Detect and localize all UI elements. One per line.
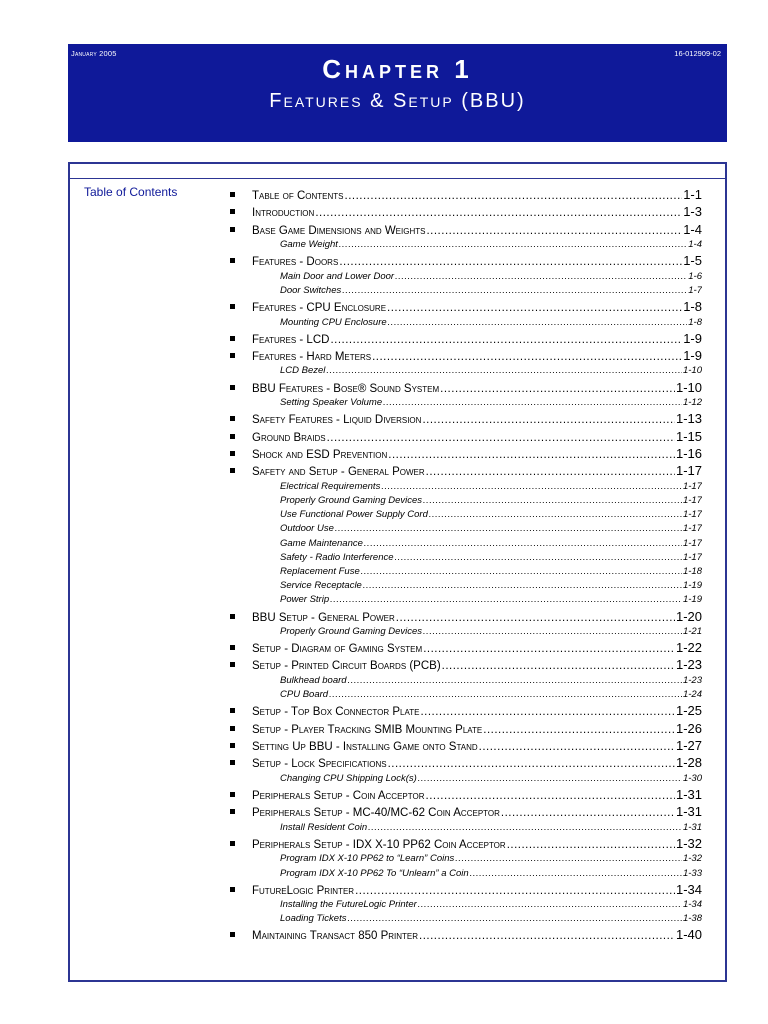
dot-leader <box>395 551 682 565</box>
dot-leader <box>423 494 682 508</box>
toc-subentry[interactable] <box>230 494 702 508</box>
toc-subentry[interactable] <box>230 238 702 252</box>
toc-entry[interactable] <box>230 881 702 898</box>
toc-entry-title: Door Switches <box>280 284 342 296</box>
toc-entry-page: 1-28 <box>675 755 702 771</box>
bullet-icon <box>230 932 235 937</box>
toc-subentry[interactable] <box>230 396 702 410</box>
toc-entry-page: 1-17 <box>675 463 702 479</box>
bullet-icon <box>230 726 235 731</box>
dot-leader <box>418 898 682 912</box>
toc-entry-page: 1-17 <box>682 537 702 549</box>
toc-entry-title: Installing the FutureLogic Printer <box>280 899 417 911</box>
toc-entry-title: Power Strip <box>280 594 330 606</box>
toc-entry-title: Changing CPU Shipping Lock(s) <box>280 772 417 784</box>
toc-entry-title: Setup - Top Box Connector Plate <box>252 706 420 719</box>
toc-entry-title: Program IDX X-10 PP62 to “Learn” Coins <box>280 853 455 865</box>
toc-entry-title: Peripherals Setup - Coin Acceptor <box>252 789 425 802</box>
dot-leader <box>483 722 675 737</box>
toc-entry-page: 1-12 <box>682 397 702 409</box>
toc-subentry[interactable] <box>230 867 702 881</box>
toc-entry-page: 1-19 <box>682 594 702 606</box>
toc-entry-title: Safety and Setup - General Power <box>252 466 425 479</box>
bullet-icon <box>230 209 235 214</box>
dot-leader <box>329 688 682 702</box>
bullet-icon <box>230 451 235 456</box>
dot-leader <box>315 205 682 220</box>
toc-entry[interactable] <box>230 737 702 754</box>
chapter-title: Chapter 1 <box>322 54 473 84</box>
toc-entry-page: 1-40 <box>675 927 702 943</box>
bullet-icon <box>230 304 235 309</box>
toc-entry-title: BBU Setup - General Power <box>252 611 395 624</box>
toc-entry-title: Setting Up BBU - Installing Game onto Stand <box>252 741 478 754</box>
toc-entry-title: Mounting CPU Enclosure <box>280 316 387 328</box>
toc-entry[interactable] <box>230 347 702 364</box>
toc-entry-title: Bulkhead board <box>280 674 347 686</box>
toc-subentry[interactable] <box>230 284 702 298</box>
dot-leader <box>388 316 688 330</box>
bullet-icon <box>230 662 235 667</box>
dot-leader <box>339 254 682 269</box>
toc-entry-title: Table of Contents <box>252 190 344 202</box>
toc-entry-title: BBU Features - Bose® Sound System <box>252 382 440 395</box>
toc-entry[interactable] <box>230 298 702 315</box>
dot-leader <box>361 565 682 579</box>
toc-list <box>230 186 702 944</box>
toc-subentry[interactable] <box>230 593 702 607</box>
dot-leader <box>330 332 682 347</box>
toc-entry-page: 1-22 <box>675 640 702 656</box>
toc-entry-page: 1-17 <box>682 495 702 506</box>
bullet-icon <box>230 227 235 232</box>
bullet-icon <box>230 385 235 390</box>
toc-subentry[interactable] <box>230 688 702 702</box>
toc-entry-page: 1-31 <box>682 821 702 833</box>
toc-entry-page: 1-25 <box>675 703 702 719</box>
toc-entry-title: Game Maintenance <box>280 537 363 549</box>
document-date: January 2005 <box>71 49 117 58</box>
toc-entry-page: 1-33 <box>682 867 702 879</box>
dot-leader <box>381 480 682 494</box>
toc-subentry[interactable] <box>230 551 702 565</box>
toc-entry-page: 1-10 <box>675 379 702 395</box>
toc-entry-title: Maintaining Transact 850 Printer <box>252 930 419 943</box>
toc-entry-title: Features - LCD <box>252 333 330 346</box>
dot-leader <box>479 739 675 754</box>
toc-entry-title: Use Functional Power Supply Cord <box>280 509 428 521</box>
toc-entry-page: 1-4 <box>683 221 702 237</box>
toc-entry-title: FutureLogic Printer <box>252 884 355 897</box>
toc-entry-title: Main Door and Lower Door <box>280 270 395 282</box>
dot-leader <box>326 364 682 378</box>
toc-entry-page: 1-13 <box>675 411 702 427</box>
toc-entry-page: 1-20 <box>675 608 702 624</box>
toc-entry-page: 1-27 <box>675 738 702 754</box>
toc-entry[interactable] <box>230 203 702 220</box>
toc-entry-title: Features - Hard Meters <box>252 351 372 364</box>
toc-subentry[interactable] <box>230 480 702 494</box>
toc-entry-page: 1-17 <box>682 551 702 563</box>
toc-heading: Table of Contents <box>84 185 178 199</box>
toc-entry-title: Ground Braids <box>252 431 326 444</box>
dot-leader <box>396 610 675 625</box>
toc-subentry[interactable] <box>230 821 702 835</box>
toc-entry-title: Setting Speaker Volume <box>280 397 383 409</box>
toc-entry-title: Service Receptacle <box>280 580 362 592</box>
toc-entry-page: 1-15 <box>675 428 702 444</box>
toc-entry-title: Program IDX X-10 PP62 To “Unlearn” a Coin <box>280 867 469 879</box>
toc-entry-title: Setup - Diagram of Gaming System <box>252 643 423 656</box>
toc-entry-title: Replacement Fuse <box>280 565 360 577</box>
toc-entry-page: 1-38 <box>682 913 702 925</box>
dot-leader <box>355 883 675 898</box>
document-number: 16-012909-02 <box>674 49 721 58</box>
toc-entry-page: 1-7 <box>688 284 702 296</box>
toc-entry-page: 1-24 <box>682 689 702 701</box>
toc-subentry[interactable] <box>230 508 702 522</box>
dot-leader <box>507 837 675 852</box>
toc-entry-title: Loading Tickets <box>280 913 347 925</box>
toc-entry[interactable] <box>230 639 702 656</box>
dot-leader <box>455 852 682 866</box>
toc-entry-page: 1-23 <box>682 674 702 686</box>
dot-leader <box>363 579 682 593</box>
toc-entry-title: Setup - Player Tracking SMIB Mounting Plate <box>252 723 483 736</box>
toc-entry-title: Setup - Lock Specifications <box>252 758 387 771</box>
dot-leader <box>347 912 682 926</box>
toc-entry-page: 1-3 <box>683 204 702 220</box>
toc-subentry[interactable] <box>230 912 702 926</box>
dot-leader <box>383 396 682 410</box>
toc-entry-page: 1-34 <box>682 899 702 911</box>
toc-entry-page: 1-17 <box>682 523 702 535</box>
toc-subentry[interactable] <box>230 579 702 593</box>
bullet-icon <box>230 792 235 797</box>
toc-entry[interactable] <box>230 656 702 673</box>
toc-subentry[interactable] <box>230 364 702 378</box>
toc-subentry[interactable] <box>230 772 702 786</box>
toc-entry-title: Introduction <box>252 207 315 220</box>
dot-leader <box>330 593 682 607</box>
toc-entry-page: 1-8 <box>683 299 702 315</box>
toc-entry-title: Features - CPU Enclosure <box>252 302 387 315</box>
toc-entry-page: 1-16 <box>675 446 702 462</box>
bullet-icon <box>230 841 235 846</box>
dot-leader <box>429 508 682 522</box>
toc-entry-page: 1-32 <box>675 835 702 851</box>
toc-entry[interactable] <box>230 445 702 462</box>
bullet-icon <box>230 336 235 341</box>
toc-entry-page: 1-31 <box>675 786 702 802</box>
toc-entry[interactable] <box>230 221 702 238</box>
bullet-icon <box>230 809 235 814</box>
toc-entry-title: Properly Ground Gaming Devices <box>280 625 423 637</box>
toc-entry-title: Properly Ground Gaming Devices <box>280 495 423 506</box>
dot-leader <box>422 412 675 427</box>
toc-entry[interactable] <box>230 410 702 427</box>
dot-leader <box>442 658 675 673</box>
toc-divider <box>70 178 725 179</box>
bullet-icon <box>230 468 235 473</box>
toc-entry-page: 1-1 <box>683 187 702 202</box>
bullet-icon <box>230 645 235 650</box>
dot-leader <box>426 788 675 803</box>
dot-leader <box>387 300 682 315</box>
toc-entry[interactable] <box>230 835 702 852</box>
toc-subentry[interactable] <box>230 537 702 551</box>
toc-subentry[interactable] <box>230 852 702 866</box>
toc-entry-page: 1-10 <box>682 365 702 377</box>
dot-leader <box>426 464 675 479</box>
toc-box <box>68 162 727 982</box>
dot-leader <box>395 270 687 284</box>
toc-entry[interactable] <box>230 186 702 203</box>
toc-entry-page: 1-19 <box>682 580 702 592</box>
dot-leader <box>364 537 682 551</box>
toc-entry[interactable] <box>230 462 702 479</box>
dot-leader <box>342 284 687 298</box>
toc-entry[interactable] <box>230 702 702 719</box>
bullet-icon <box>230 614 235 619</box>
dot-leader <box>418 772 682 786</box>
dot-leader <box>501 805 675 820</box>
toc-entry-page: 1-18 <box>682 565 702 577</box>
toc-entry-title: Safety - Radio Interference <box>280 551 394 563</box>
dot-leader <box>420 704 675 719</box>
dot-leader <box>339 238 687 252</box>
dot-leader <box>388 756 675 771</box>
bullet-icon <box>230 743 235 748</box>
dot-leader <box>348 674 682 688</box>
bullet-icon <box>230 258 235 263</box>
dot-leader <box>335 522 682 536</box>
toc-subentry[interactable] <box>230 625 702 639</box>
toc-entry-page: 1-32 <box>682 853 702 865</box>
toc-entry[interactable] <box>230 786 702 803</box>
bullet-icon <box>230 416 235 421</box>
dot-leader <box>423 625 682 639</box>
toc-entry-page: 1-17 <box>682 509 702 521</box>
toc-entry-title: Safety Features - Liquid Diversion <box>252 414 422 427</box>
toc-entry-page: 1-9 <box>683 348 702 364</box>
toc-entry-page: 1-23 <box>675 657 702 673</box>
toc-entry[interactable] <box>230 379 702 396</box>
dot-leader <box>423 641 675 656</box>
dot-leader <box>368 821 682 835</box>
dot-leader <box>327 430 675 445</box>
toc-entry[interactable] <box>230 754 702 771</box>
toc-entry-title: Peripherals Setup - IDX X-10 PP62 Coin Acceptor <box>252 838 506 851</box>
dot-leader <box>440 381 675 396</box>
toc-entry-page: 1-8 <box>688 316 702 328</box>
toc-subentry[interactable] <box>230 270 702 284</box>
dot-leader <box>426 223 682 238</box>
toc-entry-page: 1-17 <box>682 480 702 492</box>
toc-subentry[interactable] <box>230 565 702 579</box>
toc-entry-title: Base Game Dimensions and Weights <box>252 224 426 237</box>
toc-subentry[interactable] <box>230 522 702 536</box>
toc-entry[interactable] <box>230 252 702 269</box>
dot-leader <box>388 447 675 462</box>
toc-entry[interactable] <box>230 608 702 625</box>
dot-leader <box>470 867 682 881</box>
toc-entry[interactable] <box>230 926 702 943</box>
toc-entry-page: 1-4 <box>688 239 702 251</box>
toc-entry-page: 1-21 <box>682 625 702 637</box>
toc-entry-title: Game Weight <box>280 239 338 251</box>
bullet-icon <box>230 353 235 358</box>
bullet-icon <box>230 708 235 713</box>
toc-entry-page: 1-34 <box>675 881 702 897</box>
toc-subentry[interactable] <box>230 898 702 912</box>
toc-entry-title: Shock and ESD Prevention <box>252 449 388 462</box>
toc-entry-page: 1-6 <box>688 270 702 282</box>
chapter-banner <box>68 44 727 142</box>
toc-entry[interactable] <box>230 428 702 445</box>
dot-leader <box>419 928 675 943</box>
toc-entry-title: Outdoor Use <box>280 523 334 535</box>
toc-entry-title: Features - Doors <box>252 256 339 269</box>
toc-subentry[interactable] <box>230 674 702 688</box>
toc-entry-title: CPU Board <box>280 689 329 701</box>
toc-entry-title: Install Resident Coin <box>280 821 368 833</box>
toc-entry-page: 1-26 <box>675 720 702 736</box>
bullet-icon <box>230 760 235 765</box>
toc-entry-title: Electrical Requirements <box>280 480 381 492</box>
bullet-icon <box>230 887 235 892</box>
toc-entry-page: 1-9 <box>683 330 702 346</box>
chapter-subtitle: Features & Setup (BBU) <box>269 90 526 112</box>
toc-entry[interactable] <box>230 803 702 820</box>
toc-entry[interactable] <box>230 330 702 347</box>
dot-leader <box>372 349 682 364</box>
toc-entry-page: 1-30 <box>682 772 702 784</box>
toc-entry-title: Peripherals Setup - MC-40/MC-62 Coin Acceptor <box>252 807 500 820</box>
dot-leader <box>345 188 683 203</box>
toc-entry-title: Setup - Printed Circuit Boards (PCB) <box>252 660 441 673</box>
bullet-icon <box>230 434 235 439</box>
toc-entry-title: LCD Bezel <box>280 365 326 377</box>
toc-subentry[interactable] <box>230 316 702 330</box>
bullet-icon <box>230 192 235 197</box>
toc-entry-page: 1-5 <box>683 253 702 269</box>
toc-entry[interactable] <box>230 720 702 737</box>
toc-entry-page: 1-31 <box>675 804 702 820</box>
